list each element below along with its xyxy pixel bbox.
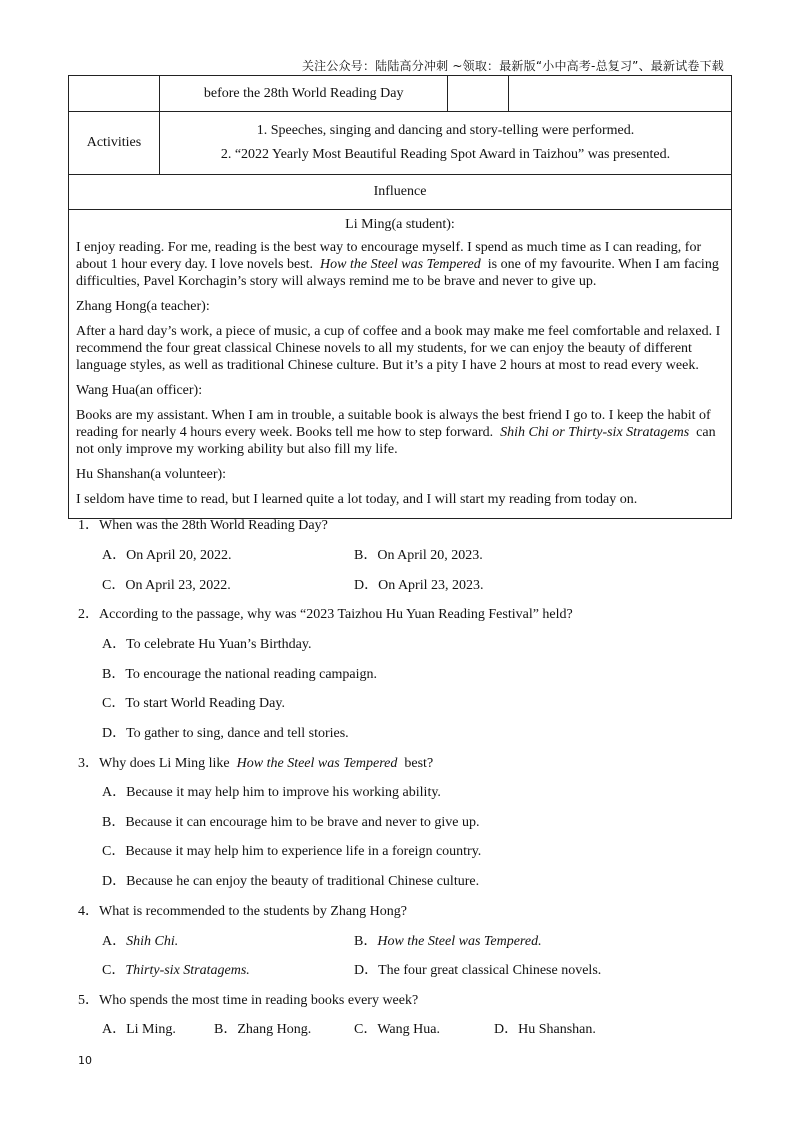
li-ming-paragraph <box>76 239 724 290</box>
answer-option[interactable] <box>354 959 601 979</box>
option-text: The four great classical Chinese novels. <box>378 963 602 978</box>
table-cell <box>69 76 160 112</box>
li-ming-heading: Li Ming(a student): <box>345 217 455 232</box>
table-cell <box>509 76 732 112</box>
header-note: 关注公众号：陆陆高分冲刺 ~领取：最新版“小中高考-总复习”、最新试卷下载 <box>301 59 724 73</box>
answer-option[interactable] <box>102 959 250 979</box>
li-ming-text: is one of my favourite. When I am facing difficulties, Pavel Korchagin’s story will always remind me to be brave and never to give up. <box>76 257 719 289</box>
answer-option[interactable]: C．Wang Hua. <box>354 1022 440 1037</box>
question-stem-text: best? <box>404 756 434 771</box>
table-row <box>69 76 732 112</box>
hu-paragraph: I seldom have time to read, but I learned quite a lot today, and I will start my reading from today on. <box>76 492 638 507</box>
question-stem: 1．When was the 28th World Reading Day? <box>78 518 328 533</box>
table-row <box>69 175 732 210</box>
answer-option[interactable]: B．On April 20, 2023. <box>354 548 483 563</box>
answer-option[interactable]: D．Because he can enjoy the beauty of traditional Chinese culture. <box>102 874 480 889</box>
option-text: Shih Chi. <box>126 934 179 949</box>
influence-label: Influence <box>373 184 427 199</box>
answer-option[interactable]: A．Because it may help him to improve his working ability. <box>102 785 441 800</box>
book-title: How the Steel was Tempered <box>320 257 481 272</box>
answer-option[interactable]: A．Li Ming. <box>102 1022 176 1037</box>
page-number: 10 <box>78 1054 92 1067</box>
answer-option[interactable]: C．To start World Reading Day. <box>102 696 285 711</box>
table-row <box>69 210 732 519</box>
answer-option[interactable]: D．On April 23, 2023. <box>354 578 484 593</box>
answer-option[interactable]: A．To celebrate Hu Yuan’s Birthday. <box>102 637 312 652</box>
answer-option[interactable]: C．Because it may help him to experience life in a foreign country. <box>102 844 482 859</box>
answer-option[interactable] <box>102 930 178 950</box>
zhang-heading: Zhang Hong(a teacher): <box>76 299 210 314</box>
wang-paragraph <box>76 407 724 458</box>
option-letter: C． <box>102 963 126 978</box>
option-text: How the Steel was Tempered. <box>377 934 542 949</box>
book-title: Shih Chi or Thirty-six Stratagems <box>500 425 690 440</box>
festival-info-table <box>68 75 732 519</box>
option-letter: B． <box>354 934 378 949</box>
answer-option[interactable]: D．To gather to sing, dance and tell stories. <box>102 726 349 741</box>
answer-option[interactable]: D．Hu Shanshan. <box>494 1022 596 1037</box>
answer-option[interactable]: B．Because it can encourage him to be brave and never to give up. <box>102 815 480 830</box>
activities-label: Activities <box>86 135 142 150</box>
activities-label-cell <box>69 112 160 175</box>
influence-label-cell <box>69 175 732 210</box>
table-row <box>69 112 732 175</box>
question-stem: 4．What is recommended to the students by Zhang Hong? <box>78 904 407 919</box>
question-stem-text: 3．Why does Li Ming like <box>78 756 230 771</box>
answer-option[interactable]: B．To encourage the national reading campaign. <box>102 667 378 682</box>
option-text: Thirty-six Stratagems. <box>125 963 250 978</box>
activity-item: 2. “2022 Yearly Most Beautiful Reading Spot Award in Taizhou” was presented. <box>220 147 671 162</box>
wang-heading: Wang Hua(an officer): <box>76 383 203 398</box>
influence-content-cell <box>69 210 732 519</box>
answer-option[interactable] <box>354 930 542 950</box>
row1-text: before the 28th World Reading Day <box>203 85 404 101</box>
table-cell <box>159 76 448 112</box>
li-ming-text: I enjoy reading. For me, reading is the best way to encourage myself. I spend as much time as I can reading, for about 1 hour every day. I love novels best. <box>76 240 702 272</box>
zhang-paragraph: After a hard day’s work, a piece of music, a cup of coffee and a book may make me feel comfortable and relaxed. I recommend the four great classical Chinese novels to all my students, for we can enjoy the beauty of different language styles, as well as traditional Chinese culture. But it’s a pity I have 2 hours at most to read every week. <box>76 324 721 373</box>
answer-option[interactable]: A．On April 20, 2022. <box>102 548 232 563</box>
book-title: How the Steel was Tempered <box>236 756 398 771</box>
hu-heading: Hu Shanshan(a volunteer): <box>76 467 227 482</box>
question-stem: 2．According to the passage, why was “2023 Taizhou Hu Yuan Reading Festival” held? <box>78 607 573 622</box>
wang-text: can not only improve my working ability but also fill my life. <box>76 425 716 457</box>
question-stem: 5．Who spends the most time in reading books every week? <box>78 993 419 1008</box>
option-letter: D． <box>354 963 379 978</box>
activity-item: 1. Speeches, singing and dancing and story-telling were performed. <box>256 123 635 138</box>
answer-option[interactable]: C．On April 23, 2022. <box>102 578 231 593</box>
answer-option[interactable]: B．Zhang Hong. <box>214 1022 312 1037</box>
table-cell <box>448 76 509 112</box>
question-stem <box>78 752 433 772</box>
option-letter: A． <box>102 934 127 949</box>
wang-text: Books are my assistant. When I am in trouble, a suitable book is always the best friend I go to. I keep the habit of reading for nearly 4 hours every week. Books tell me how to step forward. <box>76 408 711 440</box>
activities-cell <box>159 112 731 175</box>
